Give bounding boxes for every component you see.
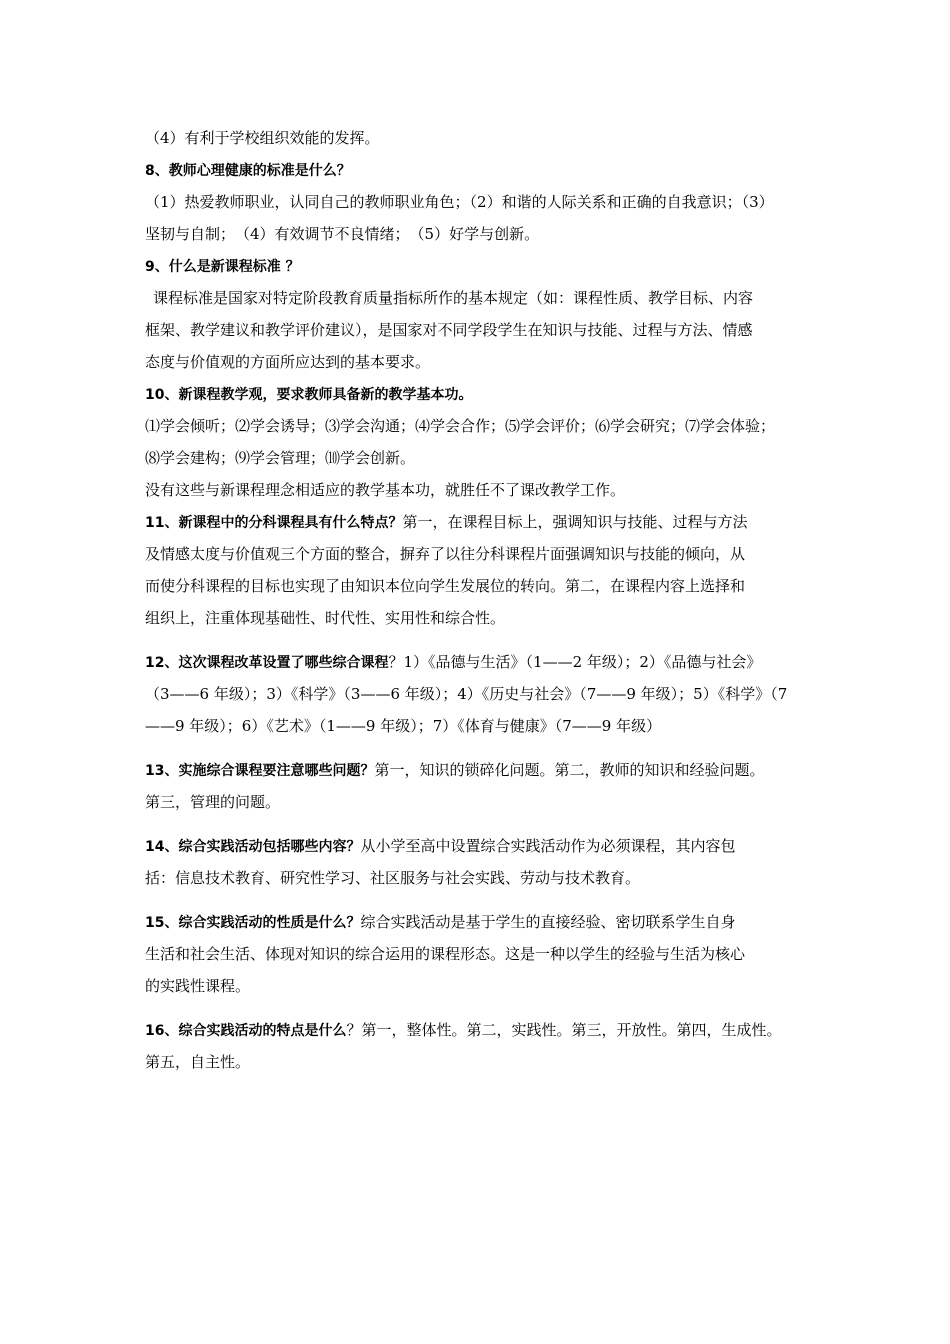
text-line: 课程标准是国家对特定阶段教育质量指标所作的基本规定（如：课程性质、教学目标、内容	[153, 289, 754, 307]
text-line: 第三，管理的问题。	[145, 793, 281, 811]
question-heading	[145, 154, 820, 186]
text-line: ⑻学会建构；⑼学会管理；⑽学会创新。	[145, 449, 416, 467]
text-line: 第五，自主性。	[145, 1053, 251, 1071]
answer-text: ？1）《品德与生活》（1——2 年级）；2）《品德与社会》	[388, 653, 762, 671]
question-answer-line	[145, 830, 820, 862]
text-line: 及情感太度与价值观三个方面的整合，摒弃了以往分科课程片面强调知识与技能的倾向，从	[145, 545, 746, 563]
text-line: 的实践性课程。	[145, 977, 251, 995]
answer-text: 第一，知识的锁碎化问题。第二，教师的知识和经验问题。	[374, 761, 765, 779]
question-answer-line	[145, 754, 820, 786]
question-text: 14、综合实践活动包括哪些内容？	[145, 839, 361, 855]
heading-text: 9、什么是新课程标准 ？	[145, 259, 300, 275]
answer-text: 从小学至高中设置综合实践活动作为必须课程，其内容包	[360, 837, 736, 855]
text-line: ——9 年级）；6）《艺术》（1——9 年级）；7）《体育与健康》（7——9 年级）	[145, 717, 662, 735]
text-line: （1）热爱教师职业，认同自己的教师职业角色；（2）和谐的人际关系和正确的自我意识；（3）	[145, 193, 774, 211]
text-line: 没有这些与新课程理念相适应的教学基本功，就胜任不了课改教学工作。	[145, 481, 626, 499]
question-answer-line	[145, 1014, 820, 1046]
question-heading	[145, 378, 820, 410]
document-page	[145, 122, 820, 1078]
text-line: 生活和社会生活、体现对知识的综合运用的课程形态。这是一种以学生的经验与生活为核心	[145, 945, 746, 963]
paragraph-gap	[145, 894, 820, 906]
paragraph-gap	[145, 634, 820, 646]
answer-text: 综合实践活动是基于学生的直接经验、密切联系学生自身	[360, 913, 736, 931]
text-line: 括：信息技术教育、研究性学习、社区服务与社会实践、劳动与技术教育。	[145, 869, 641, 887]
text-line: （4）有利于学校组织效能的发挥。	[145, 129, 380, 147]
heading-text: 10、新课程教学观，要求教师具备新的教学基本功。	[145, 387, 473, 403]
question-answer-line	[145, 906, 820, 938]
text-line: 坚韧与自制； （4）有效调节不良情绪； （5）好学与创新。	[145, 225, 540, 243]
question-answer-line	[145, 506, 820, 538]
text-line: 态度与价值观的方面所应达到的基本要求。	[145, 353, 431, 371]
text-line: 框架、教学建议和教学评价建议），是国家对不同学段学生在知识与技能、过程与方法、情感	[145, 321, 753, 339]
text-line: （3——6 年级）；3）《科学》（3——6 年级）；4）《历史与社会》（7——9 年级）；5）《科学》（7	[145, 685, 788, 703]
heading-text: 8、教师心理健康的标准是什么？	[145, 163, 351, 179]
question-text: 12、这次课程改革设置了哪些综合课程	[145, 655, 389, 671]
question-text: 11、新课程中的分科课程具有什么特点？	[145, 515, 403, 531]
paragraph-gap	[145, 1002, 820, 1014]
text-line: 组织上，注重体现基础性、时代性、实用性和综合性。	[145, 609, 506, 627]
question-text: 16、综合实践活动的特点是什么	[145, 1023, 347, 1039]
question-answer-line	[145, 646, 820, 678]
question-heading	[145, 250, 820, 282]
text-line: ⑴学会倾听；⑵学会诱导；⑶学会沟通；⑷学会合作；⑸学会评价；⑹学会研究；⑺学会体验；	[145, 417, 776, 435]
question-text: 13、实施综合课程要注意哪些问题？	[145, 763, 375, 779]
answer-text: ？第一，整体性。第二，实践性。第三，开放性。第四，生成性。	[346, 1021, 782, 1039]
paragraph-gap	[145, 818, 820, 830]
text-line: 而使分科课程的目标也实现了由知识本位向学生发展位的转向。第二，在课程内容上选择和	[145, 577, 746, 595]
question-text: 15、综合实践活动的性质是什么？	[145, 915, 361, 931]
answer-text: 第一，在课程目标上，强调知识与技能、过程与方法	[402, 513, 748, 531]
paragraph-gap	[145, 742, 820, 754]
